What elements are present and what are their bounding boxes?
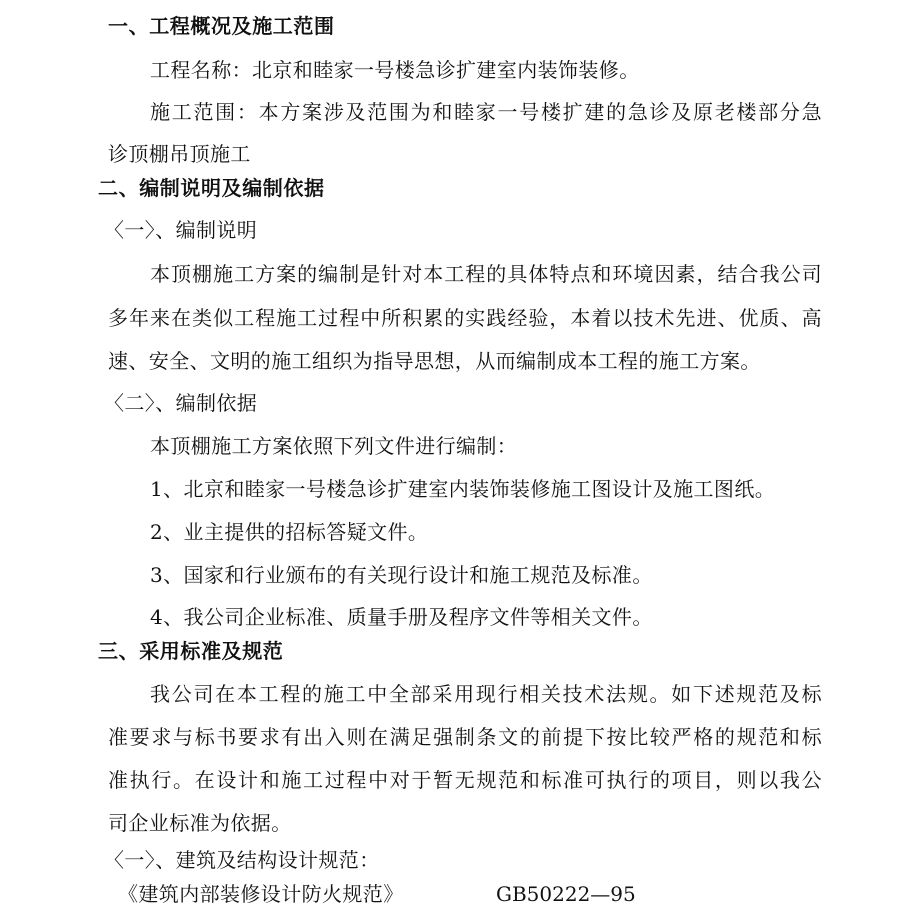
- compile-note-line-3: 速、安全、文明的施工组织为指导思想，从而编制成本工程的施工方案。: [108, 349, 761, 373]
- section-2-heading: 二、编制说明及编制依据: [98, 176, 325, 200]
- subsection-2-1-heading: 〈一〉、编制说明: [104, 218, 258, 242]
- subsection-2-2-heading: 〈二〉、编制依据: [104, 391, 258, 415]
- scope-paragraph-line-2: 诊顶棚吊顶施工: [108, 142, 251, 166]
- compile-note-line-2: 多年来在类似工程施工过程中所积累的实践经验，本着以技术先进、优质、高: [108, 306, 822, 330]
- standards-paragraph-line-1: 我公司在本工程的施工中全部采用现行相关技术法规。如下述规范及标: [150, 682, 822, 706]
- section-3-heading: 三、采用标准及规范: [98, 639, 284, 663]
- section-1-heading: 一、工程概况及施工范围: [108, 14, 335, 38]
- basis-intro: 本顶棚施工方案依照下列文件进行编制：: [150, 434, 518, 458]
- scope-paragraph-line-1: 施工范围：本方案涉及范围为和睦家一号楼扩建的急诊及原老楼部分急: [150, 100, 822, 124]
- project-name-paragraph: 工程名称：北京和睦家一号楼急诊扩建室内装饰装修。: [150, 58, 640, 82]
- subsection-3-1-heading: 〈一〉、建筑及结构设计规范：: [104, 848, 380, 872]
- basis-list-item: 4、我公司企业标准、质量手册及程序文件等相关文件。: [150, 605, 653, 629]
- basis-list-item: 3、国家和行业颁布的有关现行设计和施工规范及标准。: [150, 563, 653, 587]
- basis-list-item: 1、北京和睦家一号楼急诊扩建室内装饰装修施工图设计及施工图纸。: [150, 477, 776, 501]
- compile-note-line-1: 本顶棚施工方案的编制是针对本工程的具体特点和环境因素，结合我公司: [150, 262, 822, 286]
- reference-standard-code: GB50222—95: [496, 882, 636, 906]
- standards-paragraph-line-4: 司企业标准为依据。: [108, 811, 292, 835]
- standards-paragraph-line-3: 准执行。在设计和施工过程中对于暂无规范和标准可执行的项目，则以我公: [108, 768, 822, 792]
- basis-list-item: 2、业主提供的招标答疑文件。: [150, 520, 429, 544]
- standards-paragraph-line-2: 准要求与标书要求有出入则在满足强制条文的前提下按比较严格的规范和标: [108, 725, 822, 749]
- reference-standard-name: 《建筑内部装修设计防火规范》: [118, 882, 404, 906]
